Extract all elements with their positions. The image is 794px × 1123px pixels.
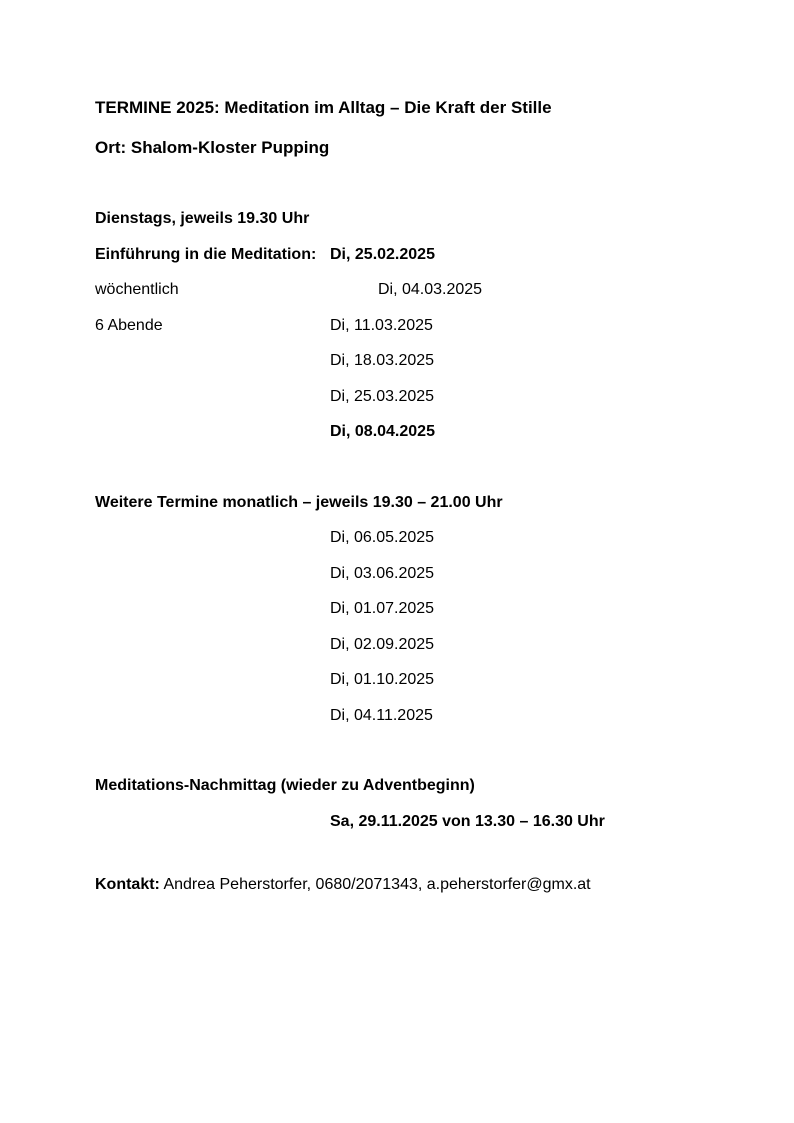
row-label <box>95 591 330 627</box>
page-title: TERMINE 2025: Meditation im Alltag – Die Kraft der Stille <box>95 98 552 117</box>
row-label: wöchentlich <box>95 281 179 298</box>
schedule-row <box>95 272 754 308</box>
monthly-date: Di, 01.07.2025 <box>330 600 435 617</box>
row-label <box>95 698 330 734</box>
schedule-row <box>95 698 754 734</box>
schedule-row <box>95 591 754 627</box>
schedule-row <box>95 520 754 556</box>
monthly-date: Di, 01.10.2025 <box>330 671 435 688</box>
schedule-row <box>95 308 754 344</box>
monthly-date: Di, 02.09.2025 <box>330 635 435 653</box>
row-label <box>95 627 330 663</box>
afternoon-heading: Meditations-Nachmittag (wieder zu Adventbeginn) <box>95 777 475 794</box>
row-label <box>95 414 330 450</box>
monthly-date: Di, 06.05.2025 <box>330 529 435 546</box>
schedule-row <box>95 237 754 273</box>
row-date: Di, 25.03.2025 <box>330 387 435 405</box>
contact-value: Andrea Peherstorfer, 0680/2071343, a.peherstorfer@gmx.at <box>159 876 591 893</box>
afternoon-date: Sa, 29.11.2025 von 13.30 – 16.30 Uhr <box>330 812 605 830</box>
row-date: Di, 04.03.2025 <box>378 281 483 298</box>
schedule-row <box>95 804 754 840</box>
row-date: Di, 18.03.2025 <box>330 352 435 369</box>
row-date: Di, 25.02.2025 <box>330 245 435 263</box>
schedule-row <box>95 414 754 450</box>
row-label <box>95 556 330 592</box>
weekly-heading: Dienstags, jeweils 19.30 Uhr <box>95 210 310 227</box>
schedule-row <box>95 379 754 415</box>
contact-line <box>95 867 754 903</box>
schedule-row <box>95 627 754 663</box>
row-label <box>95 343 330 379</box>
row-label: 6 Abende <box>95 316 163 334</box>
row-label <box>95 379 330 415</box>
row-label: Einführung in die Meditation: <box>95 245 317 263</box>
monthly-date: Di, 03.06.2025 <box>330 564 435 582</box>
monthly-heading: Weitere Termine monatlich – jeweils 19.30 – 21.00 Uhr <box>95 493 503 511</box>
contact-label: Kontakt: <box>95 876 160 893</box>
row-label <box>95 804 330 840</box>
row-label <box>95 662 330 698</box>
location-line: Ort: Shalom-Kloster Pupping <box>95 138 330 157</box>
schedule-row <box>95 343 754 379</box>
row-date: Di, 11.03.2025 <box>330 316 433 334</box>
schedule-row <box>95 556 754 592</box>
monthly-date: Di, 04.11.2025 <box>330 706 433 724</box>
row-date: Di, 08.04.2025 <box>330 423 435 440</box>
schedule-row <box>95 662 754 698</box>
row-label <box>95 520 330 556</box>
